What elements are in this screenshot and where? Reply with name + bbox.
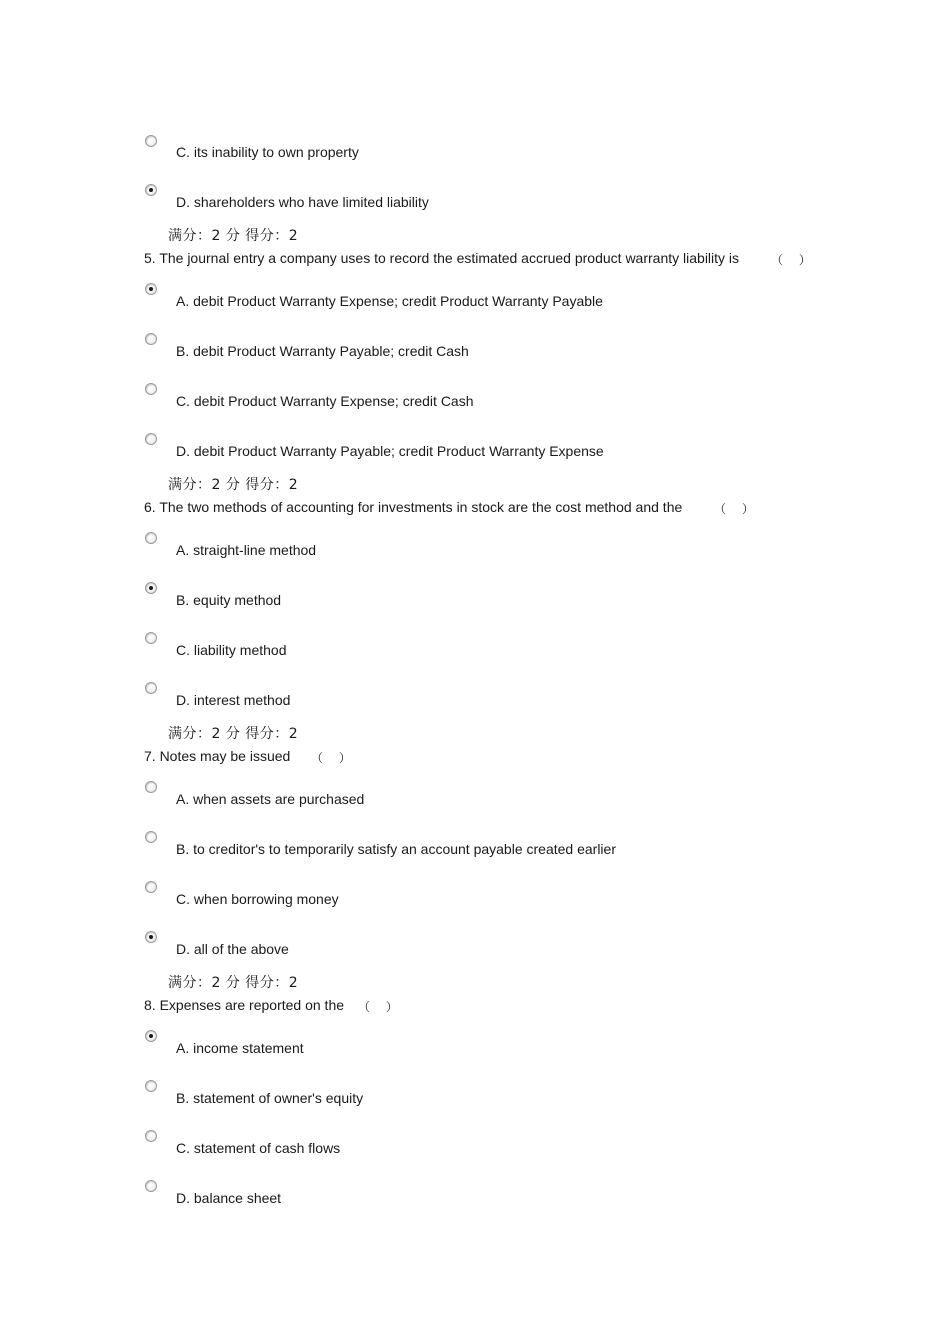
q7-option-c-radio[interactable]: [145, 881, 157, 893]
q7-option-b-radio[interactable]: [145, 831, 157, 843]
q8-option-a-label: A. income statement: [176, 1040, 304, 1056]
radio-dot-icon: [149, 1034, 153, 1038]
q5-option-c-radio[interactable]: [145, 383, 157, 395]
q6-answer-paren: （ ）: [714, 502, 760, 516]
q4-option-d-radio[interactable]: [145, 184, 157, 196]
q6-option-d-label: D. interest method: [176, 692, 291, 708]
radio-dot-icon: [149, 188, 153, 192]
radio-dot-icon: [149, 935, 153, 939]
q8-option-b-label: B. statement of owner's equity: [176, 1090, 364, 1106]
q8-option-a-radio[interactable]: [145, 1030, 157, 1042]
q7-option-d-label: D. all of the above: [176, 941, 289, 957]
q5-score: 满分：2 分 得分：2: [168, 477, 299, 493]
q5-option-a-radio[interactable]: [145, 283, 157, 295]
q6-option-b-label: B. equity method: [176, 592, 282, 608]
q5-option-c-label: C. debit Product Warranty Expense; credit Cash: [176, 393, 474, 409]
q7-option-d-radio[interactable]: [145, 931, 157, 943]
q5-option-d-radio[interactable]: [145, 433, 157, 445]
q5-option-a-label: A. debit Product Warranty Expense; credit Product Warranty Payable: [176, 293, 603, 309]
q8-option-c-radio[interactable]: [145, 1130, 157, 1142]
q6-option-a-radio[interactable]: [145, 532, 157, 544]
q8-option-b-radio[interactable]: [145, 1080, 157, 1092]
radio-dot-icon: [149, 586, 153, 590]
q7-answer-paren: （ ）: [311, 751, 357, 765]
q5-option-b-label: B. debit Product Warranty Payable; credit Cash: [176, 343, 469, 359]
q6-option-c-radio[interactable]: [145, 632, 157, 644]
q5-answer-paren: （ ）: [771, 253, 817, 267]
q5-prompt: 5. The journal entry a company uses to record the estimated accrued product warranty liability is: [144, 250, 740, 266]
q7-option-a-label: A. when assets are purchased: [176, 791, 365, 807]
q8-option-d-radio[interactable]: [145, 1180, 157, 1192]
q6-option-c-label: C. liability method: [176, 642, 287, 658]
q6-prompt: 6. The two methods of accounting for investments in stock are the cost method and the: [144, 499, 683, 515]
q5-option-d-label: D. debit Product Warranty Payable; credit Product Warranty Expense: [176, 443, 604, 459]
q7-option-b-label: B. to creditor's to temporarily satisfy an account payable created earlier: [176, 841, 616, 857]
q6-option-d-radio[interactable]: [145, 682, 157, 694]
q4-option-c-radio[interactable]: [145, 135, 157, 147]
q8-answer-paren: （ ）: [358, 1000, 404, 1014]
q7-option-c-label: C. when borrowing money: [176, 891, 339, 907]
q6-score: 满分：2 分 得分：2: [168, 726, 299, 742]
q8-option-d-label: D. balance sheet: [176, 1190, 282, 1206]
q8-option-c-label: C. statement of cash flows: [176, 1140, 341, 1156]
q7-option-a-radio[interactable]: [145, 781, 157, 793]
q4-option-c-label: C. its inability to own property: [176, 144, 359, 160]
q6-option-a-label: A. straight-line method: [176, 542, 317, 558]
q4-option-d-label: D. shareholders who have limited liability: [176, 194, 429, 210]
q5-option-b-radio[interactable]: [145, 333, 157, 345]
radio-dot-icon: [149, 287, 153, 291]
q4-score: 满分：2 分 得分：2: [168, 228, 299, 244]
q7-prompt: 7. Notes may be issued: [144, 748, 291, 764]
q8-prompt: 8. Expenses are reported on the: [144, 997, 345, 1013]
q6-option-b-radio[interactable]: [145, 582, 157, 594]
q7-score: 满分：2 分 得分：2: [168, 975, 299, 991]
